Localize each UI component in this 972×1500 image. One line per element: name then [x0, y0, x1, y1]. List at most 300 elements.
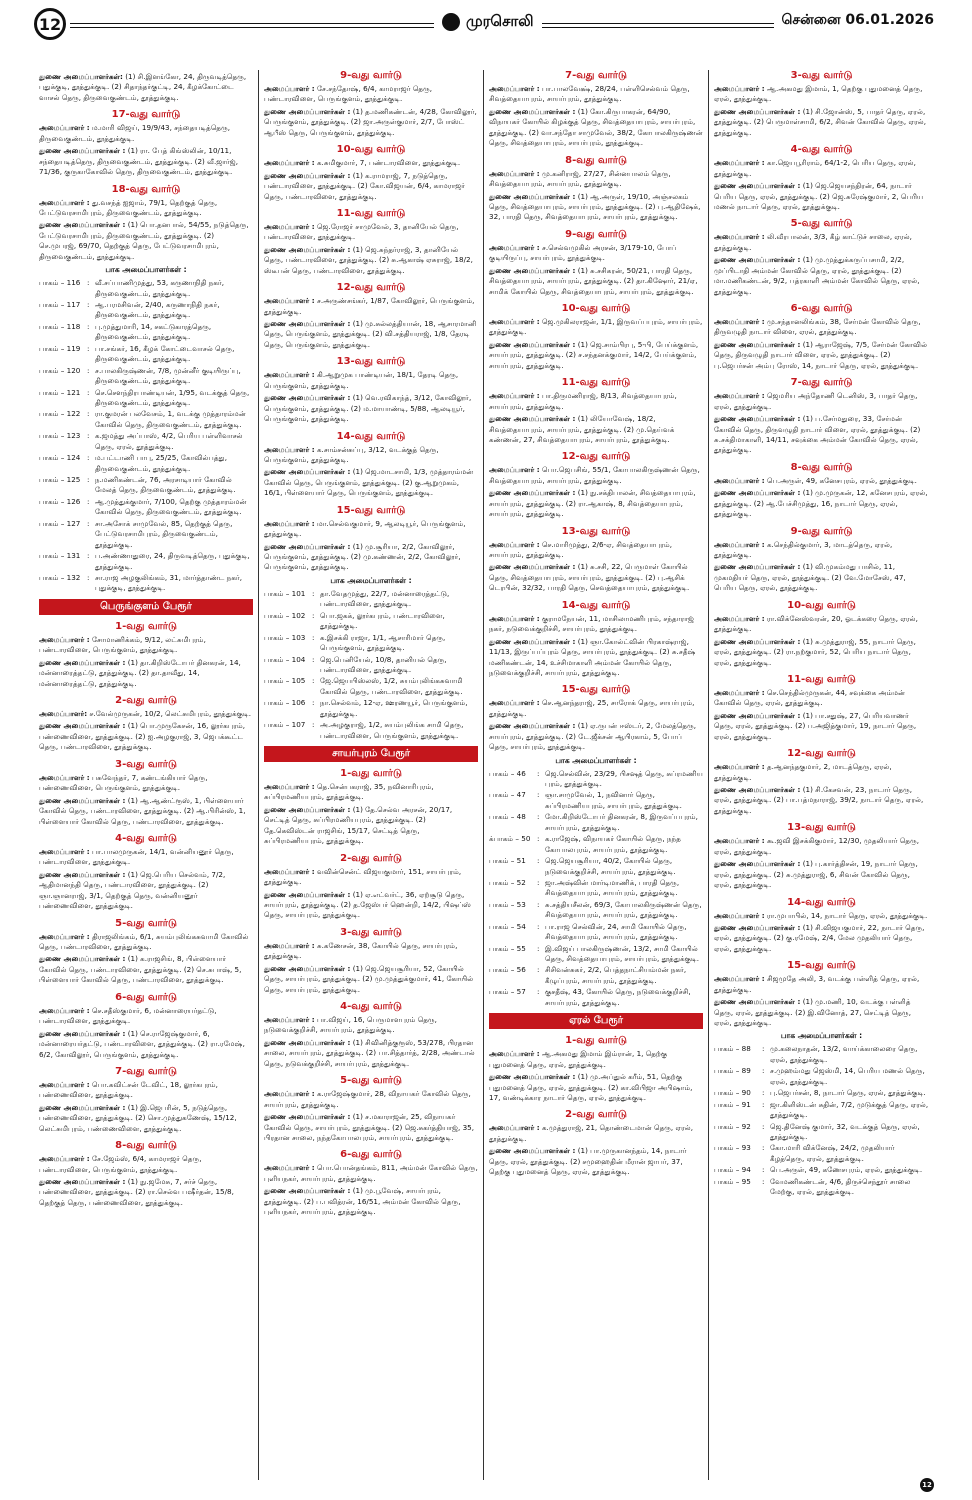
entry-role: அமைப்பாளர் :: [264, 296, 315, 306]
entry: [264, 1112, 478, 1143]
booth-colon: :: [87, 321, 90, 331]
entry-text: (1) மு.முத்துக்கருப்பசாமி, 2/2, முப்பிடாதி அம்மன் கோவில் தெரு, ஏரல், தூத்துக்குடி. (2) மா.மணிகண்டன், 9/2, பத்ரகாளி அம்மன் கோவில் தெரு, ஏரல், தூத்துக்குடி.: [714, 255, 920, 296]
booth-entry: [264, 698, 478, 719]
booth-colon: :: [537, 943, 540, 953]
entry: [39, 658, 253, 689]
entry: [714, 711, 929, 742]
column-3: [484, 70, 709, 1480]
booth-number: பாகம் – 120: [39, 365, 81, 375]
entry-role: அமைப்பாளர் :: [714, 613, 765, 623]
booth-entry: [714, 1165, 929, 1175]
entry-role: துணை அமைப்பாளர்கள் :: [714, 710, 801, 720]
ward-heading: 7-வது வார்டு: [115, 1065, 177, 1077]
entry-role: துணை அமைப்பாளர்கள் :: [489, 562, 576, 572]
booth-number: பாகம் – 55: [489, 943, 526, 953]
booth-number: பாகம் – 126: [39, 496, 81, 506]
entry-role: அமைப்பாளர் :: [264, 444, 315, 454]
ward-heading: 4-வது வார்டு: [790, 144, 853, 156]
ward-heading: 6-வது வார்டு: [340, 1149, 402, 1161]
entry-text: சே.ஜேம்ஸ், 6/4, காமராஜர் தெரு, பண்டாரவிளை, பெருங்குளம், தூத்துக்குடி.: [39, 1154, 202, 1174]
booth-number: பாகம் – 88: [714, 1044, 751, 1054]
entry: [489, 540, 703, 561]
booth-colon: :: [762, 1165, 765, 1175]
entry: [489, 721, 703, 752]
entry-text: (1) சு.சசி, 22, பெருமாள் கோயில் தெரு, சிவத்தையாபுரம், சாயர்புரம், தூத்துக்குடி. (2) பு.ஆசிக் டெரபின், 32/32, பாரதி தெரு, செவத்தையாபுரம், தூத்துக்குடி.: [489, 562, 690, 593]
ward-heading: 14-வது வார்டு: [561, 599, 631, 611]
booth-text: குசதீஷ், 43, கோயில் தெரு, நடுவைக்குறிச்சி, சாயர்புரம், தூத்துக்குடி.: [545, 987, 691, 1007]
booth-text: ம.பட்டாணி பாபு, 25/25, கோவில்பத்து, திருவைகுண்டம், தூத்துக்குடி.: [95, 453, 228, 473]
booth-colon: :: [87, 551, 90, 561]
entry: [264, 445, 478, 466]
entry-role: அமைப்பாளர் :: [489, 465, 540, 475]
entry-role: துணை அமைப்பாளர்கள் :: [264, 541, 351, 551]
booth-number: பாகம் – 132: [39, 572, 81, 582]
entry-text: மு.சந்தானலிங்கம், 38, சேர்மன் கோவில் தெரு, திருவழுதி நாடார் விளை, ஏரல், தூத்துக்குடி.: [714, 317, 921, 337]
booth-number: பாகம் – 90: [714, 1088, 751, 1098]
booth-text: ஜா.கிளிஸ்டன் சுதின், 7/2, முடுக்குத் தெரு, ஏரல், தூத்துக்குடி.: [770, 1099, 929, 1120]
booth-colon: :: [537, 834, 540, 844]
entry: [264, 393, 478, 424]
ward-heading: 11-வது வார்டு: [561, 377, 631, 389]
entry-text: (1) சு.சசிகரன், 50/21, பாரதி தெரு, சிவத்தையாபுரம், சாயர்புரம், தூத்துக்குடி. (2) தா.கிஷோர், 21/ஏ, சாமிக் கோயில் தெரு, சிவத்தையாபுரம், சாயர்புரம், தூத்துக்குடி.: [489, 265, 698, 296]
entry-role: துணை அமைப்பாளர்கள் :: [714, 997, 801, 1007]
entry: [264, 158, 478, 168]
entry-text: கா.ஜெயபூரிராம், 64/1-2, பெரிய தெரு, ஏரல், தூத்துக்குடி.: [714, 158, 916, 178]
booth-entry: [264, 633, 478, 654]
entry-text: (1) மு.முருகன், 12, கனேசபுரம், ஏரல், தூத்துக்குடி. (2) ஆ.பேச்சிமுத்து, 16, நாடார் தெரு, ஏரல், தூத்துக்குடி.: [714, 488, 928, 519]
booth-number: பாகம் – 102: [264, 610, 306, 620]
entry-role: அமைப்பாளர் :: [489, 391, 540, 401]
entry-role: துணை அமைப்பாளர்கள் :: [714, 922, 801, 932]
entry: [714, 614, 929, 635]
entry-role: துணை அமைப்பாளர்கள் :: [264, 393, 351, 403]
entry: [264, 964, 478, 995]
subheading: பாக அமைப்பாளர்கள் :: [330, 575, 412, 585]
entry-text: ச.வேல்முருகன், 10/2, லெட்சுமிபுரம், தூத்துக்குடி.: [89, 709, 252, 718]
booth-text: பு.ஜெபர்சன், 8, நாடார் தெரு, ஏரல், தூத்துக்குடி.: [770, 1088, 926, 1098]
booth-number: பாகம் – 119: [39, 343, 81, 353]
booth-text: ஆ.பரமசிவன், 2/40, கருணாநிதி நகர், திருவைகுண்டம், தூத்துக்குடி.: [95, 300, 220, 320]
entry-text: (1) ஆராஜேஷ், 7/5, சேர்மன் கோவில் தெரு, திருவழுதி நாடார் விளை, ஏரல், தூத்துக்குடி. (2) பு.ஜெபர்சன் அம்பு ரோஸ், 14, நாடார் தெரு, ஏரல், தூத்துக்குடி.: [714, 339, 928, 370]
entry: [714, 391, 929, 412]
entry-text: பொ.பொன்தங்கம், 811, அம்மன் கோவில் தெரு, புளியநகர், சாயர்புரம், தூத்துக்குடி.: [264, 1163, 478, 1183]
section-banner: ஏரல் பேரூர்: [489, 1013, 703, 1029]
entry: [39, 72, 253, 103]
entry: [39, 146, 253, 177]
booth-colon: :: [537, 856, 540, 866]
booth-entry: [714, 1143, 929, 1164]
booth-colon: :: [537, 965, 540, 975]
entry-text: (1) ஜெ.மாடசாமி, 1/3, முத்தாரம்மன் கோவில் தெரு, பெருங்குளம், தூத்துக்குடி. (2) கு.ஆறுமுகம், 16/1, பிள்ளையார் தெரு, பெருங்குளம், தூத்துக்குடி.: [264, 467, 474, 498]
booth-text: ஜெ.தினேஷ் குமார், 32, வடக்குத் தெரு, ஏரல், தூத்துக்குடி.: [770, 1121, 920, 1141]
ward-heading: 14-வது வார்டு: [787, 896, 856, 908]
footer-page-number: 12: [920, 1478, 934, 1492]
entry-role: அமைப்பாளர் :: [489, 698, 540, 708]
booth-colon: :: [537, 921, 540, 931]
entry: [714, 540, 929, 561]
entry-text: சோமாணிக்கம், 9/12, லட்சுமிபுரம், பண்டாரவிளை, பெருங்குளம், தூத்துக்குடி.: [39, 634, 206, 655]
entry-role: துணை அமைப்பாளர்கள் :: [489, 488, 576, 498]
entry: [39, 721, 253, 752]
entry: [489, 266, 703, 297]
entry-text: திராஜலிங்கம், 6/1, சுயம்புலிங்கசுவாமி கோவில் தெரு, பண்டாரவிளை, தூத்துக்குடி.: [39, 931, 249, 951]
entry: [39, 635, 253, 656]
booth-entry: [489, 987, 703, 1008]
entry-text: (1) ஞா.கோல்ட்வின் பிரகாஷ்ராஜ், 11/13, இருப்பப்புரம் தெரு, சாயர்புரம், தூத்துக்குடி. (2) சு.சதீஷ் மணிகண்டன், 14, உச்சிமாகாளி அம்மன் கோயில் தெரு, நடுவைக்குறிச்சி, சாயர்புரம், தூத்துக்குடி.: [489, 636, 696, 677]
entry-text: (1) தா.கிறிஸ்டோபர் தினகரன், 14, மன்னாரைத்தட்டு, தூத்துக்குடி. (2) தா.தாவீது, 14, மன்னாரைத்தட்டு, தூத்துக்குடி.: [39, 657, 241, 688]
entry-role: துணை அமைப்பாளர்கள் :: [489, 1146, 576, 1156]
section-banner: பெருங்குளம் பேரூர்: [39, 599, 253, 615]
entry: [39, 198, 253, 219]
ward-heading: 11-வது வார்டு: [336, 207, 406, 219]
booth-number: பாகம் – 104: [264, 654, 306, 664]
entry: [714, 836, 929, 857]
booth-text: க.ராஜேஷ், விநாயகர் கோயில் தெரு, நந்த கோபாலபுரம், சாயர்புரம், தூத்துக்குடி.: [545, 834, 681, 854]
entry: [714, 923, 929, 954]
entry-role: அமைப்பாளர் :: [714, 539, 765, 549]
booth-colon: :: [87, 431, 90, 441]
entry-text: பொ.ஜெபசிங், 55/1, கோபாலகிருஷ்ணன் தெரு, சிவத்தையாபுரம், சாயர்புரம், தூத்துக்குடி.: [489, 465, 700, 485]
booth-colon: :: [762, 1044, 765, 1054]
ward-heading: 15-வது வார்டு: [561, 684, 631, 696]
booth-entry: [489, 922, 703, 943]
booth-entry: [39, 519, 253, 550]
booth-number: பாகம் – 127: [39, 518, 81, 528]
booth-colon: :: [87, 365, 90, 375]
entry-role: துணை அமைப்பாளர்கள் :: [39, 1028, 126, 1038]
ward-heading: 9-வது வார்டு: [565, 228, 627, 240]
entry: [39, 123, 253, 144]
entry-role: துணை அமைப்பாளர்கள்:: [39, 72, 123, 81]
entry: [39, 1177, 253, 1208]
ward-heading: 18-வது வார்டு: [111, 183, 181, 195]
entry: [714, 158, 929, 179]
booth-entry: [714, 1122, 929, 1143]
ward-heading: 12-வது வார்டு: [336, 282, 406, 294]
entry-text: (1) ஜெ.சுந்தர்ராஜ், 3, தானியேல் தெரு, பண்டாரவிளை, தூத்துக்குடி. (2) சு.ஆகாஷ் ஏசுராஜ், 18/2, ஸ்டீபன் தெரு, பண்டாரவிளை, தூத்துக்குடி.: [264, 244, 473, 275]
entry-text: சு.கணேசன், 38, கோயில் தெரு, சாயர்புரம், தூத்துக்குடி.: [264, 940, 458, 961]
entry-text: (1) வி.முகம்மது பாசில், 11, முகமதியர் தெரு, ஏரல், தூத்துக்குடி. (2) வே.மோசேஸ், 47, பெரிய தெரு, ஏரல், தூத்துக்குடி.: [714, 562, 906, 593]
entry-role: அமைப்பாளர் :: [264, 1015, 315, 1024]
entry-text: (1) லியோவேஷ், 18/2, சிவத்தையாபுரம், சாயர்புரம், தூத்துக்குடி. (2) மு.தெய்வக் கண்ணன், 27, சிவத்தையாபுரம், சாயர்புரம், தூத்துக்குடி.: [489, 414, 675, 444]
entry-text: க.செந்தில்குமார், 3, மாடத்தெரு, ஏரல், தூத்துக்குடி.: [714, 539, 893, 559]
entry-text: க.முத்துராஜ், 21, தொண்டைமான் தெரு, ஏரல், தூத்துக்குடி.: [489, 1123, 694, 1143]
booth-colon: :: [87, 278, 90, 288]
booth-colon: :: [537, 877, 540, 887]
entry: [39, 1103, 253, 1134]
entry-role: துணை அமைப்பாளர்கள் :: [489, 339, 576, 349]
entry-role: அமைப்பாளர் :: [489, 1123, 540, 1133]
entry-role: துணை அமைப்பாளர்கள் :: [39, 795, 126, 805]
ward-heading: 1-வது வார்டு: [565, 1035, 627, 1047]
booth-entry: [714, 1088, 929, 1098]
booth-text: அ.அழகுராஜ், 1/2, சுயம்புலிங்க சாமி தெரு, பண்டாரவிளை, பெருங்குளம், தூத்துக்குடி.: [320, 720, 464, 740]
booth-number: பாகம் – 48: [489, 812, 526, 822]
entry: [264, 805, 478, 847]
entry-role: துணை அமைப்பாளர்கள் :: [714, 636, 801, 646]
booth-number: பாகம் – 92: [714, 1121, 751, 1131]
booth-entry: [489, 834, 703, 855]
entry-role: துணை அமைப்பாளர்கள் :: [264, 1112, 351, 1122]
entry-role: துணை அமைப்பாளர்கள் :: [714, 339, 801, 349]
ward-heading: 2-வது வார்டு: [340, 852, 402, 864]
entry-role: அமைப்பாளர் :: [489, 613, 540, 623]
entry-role: துணை அமைப்பாளர்கள் :: [264, 963, 351, 973]
subheading: பாக அமைப்பாளர்கள் :: [780, 1031, 863, 1041]
entry: [489, 488, 703, 519]
entry: [39, 1080, 253, 1101]
entry: [489, 1146, 703, 1177]
booth-colon: :: [312, 610, 315, 620]
booth-text: ஜெ.ஜெயசூரியா, 40/2, கோயில் தெரு, நடுவைக்குறிச்சி, சாயர்புரம், தூத்துக்குடி.: [545, 856, 676, 876]
entry: [264, 1015, 478, 1036]
entry-role: அமைப்பாளர் :: [39, 846, 90, 856]
entry-text: (1) ரா. பேத் கிங்ஸ்லின், 10/11, சந்தையடித்தெரு, திருவைகுண்டம், தூத்துக்குடி. (2) வீ.ஜார்ஜ், 71/36, குருகாகோவில் தெரு, திருவைகுண்டம், தூத்துக்குடி.: [39, 146, 239, 177]
entry: [264, 84, 478, 105]
entry-role: துணை அமைப்பாளர்கள் :: [489, 721, 576, 731]
entry: [264, 867, 478, 888]
entry: [714, 562, 929, 593]
entry-text: (1) க.ராமராஜ், 7, நடுத்தெரு, பண்டாரவிளை, தூத்துக்குடி. (2) கோ.விஜயன், 6/4, காமராஜர் தெரு, பண்டாரவிளை, தூத்துக்குடி.: [264, 170, 466, 201]
paper-name: முரசொலி: [466, 12, 534, 30]
entry-text: சிஜமுதே அலி, 3, வடக்கு பள்ளித் தெரு, ஏரல், தூத்துக்குடி.: [714, 974, 920, 994]
entry-text: த.ஆனந்தகுமார், 2, மாடத்தெரு, ஏரல், தூத்துக்குடி.: [714, 762, 892, 782]
entry-role: அமைப்பாளர் :: [714, 158, 765, 168]
entry-role: அமைப்பாளர்:: [39, 709, 88, 718]
entry-role: அமைப்பாளர் :: [714, 762, 765, 772]
article-columns: [34, 70, 934, 1480]
entry: [714, 340, 929, 371]
entry-role: துணை அமைப்பாளர்கள் :: [489, 191, 576, 201]
entry-role: அமைப்பாளர் :: [264, 518, 315, 528]
entry: [489, 391, 703, 412]
entry-role: அமைப்பாளர் :: [39, 1005, 90, 1015]
booth-text: ஆ.முத்துக்குமார், 7/100, தெற்கு முத்தாரம்மன் கோவில் தெரு, திருவைகுண்டம், தூத்துக்குடி.: [95, 496, 247, 517]
ward-heading: 6-வது வார்டு: [790, 303, 853, 314]
entry: [489, 414, 703, 445]
ward-heading: 3-வது வார்டு: [115, 758, 177, 770]
entry: [39, 847, 253, 868]
entry: [489, 614, 703, 635]
entry-role: துணை அமைப்பாளர்கள் :: [489, 414, 576, 424]
booth-colon: :: [87, 475, 90, 484]
ward-heading: 13-வது வார்டு: [561, 525, 631, 537]
entry-role: துணை அமைப்பாளர்கள் :: [264, 889, 351, 899]
entry: [714, 785, 929, 816]
entry-text: (1) தே.செல்வ அரசன், 20/17, செட்டித் தெரு, சுப்பிரமணியபுரம், தூத்துக்குடி. (2) தே.கெவிஸ்டன் ராஜசிங், 15/17, செட்டித் தெரு, சுப்பிரமணியபுரம், தூத்துக்குடி.: [264, 804, 453, 846]
booth-colon: :: [762, 1143, 765, 1153]
entry-text: குராமநேயன், 11, மாசிலாமணிபுரம், சந்தாராஜ் நகர், நடுவைக்குறிச்சி, சாயர்புரம், தூத்துக்குடி.: [489, 613, 694, 634]
entry: [714, 637, 929, 668]
ward-heading: 5-வது வார்டு: [790, 218, 853, 230]
ward-heading: 1-வது வார்டு: [115, 620, 177, 632]
booth-text: சா.அசோக் சாமுவேல், 85, தெற்குத் தெரு, பேட்டுவரசாமிபுரம், திருவைகுண்டம், தூத்துக்குடி.: [95, 518, 233, 549]
entry-role: துணை அமைப்பாளர்கள் :: [39, 954, 126, 964]
entry: [714, 688, 929, 709]
entry: [264, 519, 478, 540]
entry: [714, 232, 929, 253]
entry: [264, 171, 478, 202]
booth-number: பாகம் – 121: [39, 387, 81, 397]
entry-role: அமைப்பாளர் :: [489, 1049, 540, 1059]
entry-text: ஆ.அகமது இமாம், 1, தெற்கு புதுமனைத் தெரு, ஏரல், தூத்துக்குடி.: [714, 84, 923, 104]
booth-number: பாகம் – 91: [714, 1099, 751, 1109]
booth-entry: [489, 769, 703, 790]
entry-text: க.சுமிகுமார், 7, பண்டாரவிளை, தூத்துக்குடி.: [316, 158, 461, 168]
entry: [489, 317, 703, 338]
ward-heading: 15-வது வார்டு: [787, 960, 856, 972]
entry-role: அமைப்பாளர் :: [489, 84, 540, 93]
booth-number: பாகம் – 124: [39, 453, 81, 463]
booth-text: ஜெ.பெனியேல், 10/8, தானியல் தெரு, பண்டாரவிளை, தூத்துக்குடி.: [320, 654, 447, 674]
entry-role: துணை அமைப்பாளர்கள் :: [39, 869, 126, 879]
entry: [489, 84, 703, 105]
ward-heading: 12-வது வார்டு: [561, 451, 631, 463]
entry: [264, 319, 478, 350]
booth-text: ப.அண்ணாதுரை, 24, திருவடித்தெரு, புதுக்குடி, தூத்துக்குடி.: [95, 551, 250, 571]
entry: [489, 1049, 703, 1070]
entry-text: (1) பொ.முருகேசன், 16, லூர்கபுரம், பண்ணைவிளை, தூத்துக்குடி. (2) ஐ.அழகுராஜ், 3, ஜெபக்கூட்ட தெரு, பண்டாரவிளை, தூத்துக்குடி.: [39, 721, 246, 752]
entry-text: வவின்சென்ட் விஜயகுமார், 151, சாயர்புரம், தூத்துக்குடி.: [264, 866, 462, 887]
booth-text: ச.முஹம்மது ஜெஸ்மி, 14, பெரிய மணல் தெரு, ஏரல், தூத்துக்குடி.: [770, 1066, 925, 1086]
entry: [714, 997, 929, 1028]
ward-heading: 8-வது வார்டு: [565, 154, 627, 166]
booth-number: பாகம் – 95: [714, 1176, 751, 1186]
entry: [714, 255, 929, 297]
entry-text: பெ.அருள், 49, கனேசபுரம், ஏரல், தூத்துக்குடி.: [766, 475, 917, 485]
booth-entry: [489, 856, 703, 877]
ward-heading: 4-வது வார்டு: [340, 1001, 402, 1012]
entry-role: அமைப்பாளர் :: [714, 84, 765, 93]
entry-role: அமைப்பாளர் :: [39, 1154, 90, 1164]
booth-text: பா.சங்கர், 16, கீழக் கோட்டைவாசல் தெரு, திருவைகுண்டம், தூத்துக்குடி.: [95, 343, 235, 364]
booth-colon: :: [762, 1121, 765, 1131]
entry-text: செ.சதீஸ்குமார், 6, மன்னாரையர்தட்டு, பண்டாரவிளை, தூத்துக்குடி.: [39, 1005, 217, 1026]
ward-heading: 15-வது வார்டு: [336, 504, 406, 516]
entry-text: க.ராஜேஷ்குமார், 28, விநாயகர் கோவில் தெரு, சாயர்புரம், தூத்துக்குடி.: [264, 1089, 471, 1109]
entry-text: (1) த.மணிகண்டன், 4/28, கோவிலூர், பெருங்குளம், தூத்துக்குடி. (2) ஜா.அருள்குமார், 2/7, போஸ்ட் ஆபீஸ் தெரு, பெருங்குளம், தூத்துக்குடி.: [264, 106, 477, 137]
entry-text: (1) நு.சக்திபாலன், சிவத்தையாபுரம், சாயர்புரம், தூத்துக்குடி. (2) ரா.ஆகாஷ், 8, சிவத்தையாபுரம், சாயர்புரம், தூத்துக்குடி.: [489, 488, 696, 519]
entry-text: (1) ச.மகாராஜன், 25, விநாயகர் கோவில் தெரு, சாயர்புரம், தூத்துக்குடி. (2) ஜெ.சுகர்த்தியாஜ், 35, பிரதான சாலை, நந்தகோபாலபுரம், சாயர்புரம், தூத்துக்குடி.: [264, 1112, 475, 1142]
booth-text: பா.ராஜ செல்வின், 24, சாமி கோயில் தெரு, சிவத்தையாபுரம், சாயர்புரம், தூத்துக்குடி.: [545, 921, 687, 942]
booth-entry: [39, 278, 253, 299]
entry-role: அமைப்பாளர் :: [714, 974, 765, 984]
entry-role: அமைப்பாளர் :: [489, 317, 540, 326]
entry: [39, 932, 253, 953]
entry-role: அமைப்பாளர் :: [489, 168, 540, 178]
entry-role: துணை அமைப்பாளர்கள் :: [39, 657, 126, 667]
entry-text: (1) சு.முத்துராஜ், 55, நாடார் தெரு, ஏரல், தூத்துக்குடி. (2) ரா.நற்குமார், 52, பெரிய நாடார் தெரு, ஏரல், தூத்துக்குடி.: [714, 636, 916, 667]
booth-entry: [39, 388, 253, 409]
ward-heading: 2-வது வார்டு: [115, 695, 177, 706]
booth-colon: :: [762, 1176, 765, 1186]
entry: [714, 974, 929, 995]
entry-text: (1) சி.கேசவன், 23, நாடார் தெரு, ஏரல், தூத்துக்குடி. (2) பா.பத்மநாராஜ், 39/2, நாடார் தெரு, ஏரல், தூத்துக்குடி.: [714, 785, 924, 815]
entry-role: துணை அமைப்பாளர்கள் :: [264, 170, 351, 180]
entry-text: ரா.முபாபில், 14, நாடார் தெரு, ஏரல், தூத்துக்குடி.: [766, 910, 928, 920]
booth-colon: :: [312, 698, 315, 708]
booth-text: வீ.சப்பாணிமுத்து, 53, கருணாநிதி நகர், திருவைகுண்டம், தூத்துக்குடி.: [95, 278, 224, 298]
ward-heading: 14-வது வார்டு: [336, 430, 406, 442]
entry: [714, 181, 929, 212]
booth-number: பாகம் – 52: [489, 877, 526, 887]
entry-role: அமைப்பாளர் :: [264, 940, 315, 950]
booth-number: பாகம் – 125: [39, 475, 81, 484]
booth-colon: :: [312, 632, 315, 642]
entry: [489, 169, 703, 190]
entry-role: துணை அமைப்பாளர்கள் :: [714, 562, 801, 572]
entry-text: ஜெமரிய அந்தோணி டெனிஸ், 3, பாதர் தெரு, ஏரல், தூத்துக்குடி.: [714, 391, 918, 411]
entry: [264, 941, 478, 962]
booth-entry: [489, 878, 703, 899]
entry-role: துணை அமைப்பாளர்கள் :: [714, 181, 801, 191]
entry-role: துணை அமைப்பாளர்கள் :: [489, 265, 576, 275]
entry-role: அமைப்பாளர் :: [39, 931, 90, 941]
entry-text: மு.கனிராஜ், 27/27, சின்னபாலம் தெரு, சிவத்தையாபுரம், சாயர்புரம், தூத்துக்குடி.: [489, 168, 671, 189]
booth-text: இ.விஜய் பாலகிருஷ்ணன், 13/2, சாமி கோயில் தெரு, சிவத்தையாபுரம், சாயர்புரம், தூத்துக்குடி.: [545, 943, 700, 963]
booth-colon: :: [762, 1088, 765, 1098]
entry-text: கி.ஆறுமுக பாண்டியன், 18/1, தேரடி தெரு, பெருங்குளம், தூத்துக்குடி.: [264, 370, 459, 390]
entry-text: க.சாம்சன்சுப்பு, 3/12, வடக்குத் தெரு, பெருங்குளம், தூத்துக்குடி.: [264, 444, 439, 464]
booth-number: பாகம் – 53: [489, 899, 526, 909]
entry-role: துணை அமைப்பாளர்கள் :: [714, 785, 801, 794]
entry: [489, 465, 703, 486]
entry-text: சே.சந்தோஷ், 6/4, காமராஜர் தெரு, பண்டாரவிளை, பெருங்குளம், தூத்துக்குடி.: [264, 84, 433, 104]
entry: [264, 370, 478, 391]
entry-text: (1) சிவினித்குரூஸ், 53/278, பிரதான சாலை, சாயர்புரம், தூத்துக்குடி. (2) பா.சித்தார்த், 2/28, அண்டால் தெரு, நடுவக்குறிச்சி, சாயர்புரம், தூத்துக்குடி.: [264, 1037, 475, 1068]
entry-role: அமைப்பாளர் :: [264, 370, 315, 380]
entry: [264, 1089, 478, 1110]
entry-text: கூ.ஜவி இசக்கிகுமார், 12/30, முதலியார் தெரு, ஏரல், தூத்துக்குடி.: [714, 836, 920, 856]
entry-text: ஜெ.ரோஜர் சாமுவேல், 3, தானியேல் தெரு, பண்டாரவிளை, தூத்துக்குடி.: [264, 221, 459, 242]
booth-number: பாகம் – 106: [264, 698, 306, 708]
masthead-logo: [434, 12, 542, 32]
booth-entry: [264, 611, 478, 632]
column-1: [34, 70, 259, 1480]
booth-entry: [39, 344, 253, 365]
booth-entry: [489, 965, 703, 986]
booth-text: ச.பாலகிருஷ்ணன், 7/8, முன்னீர் குடியிருப்பு, திருவைகுண்டம், தூத்துக்குடி.: [95, 365, 241, 386]
ward-heading: 10-வது வார்டு: [336, 144, 406, 156]
entry-role: துணை அமைப்பாளர்கள் :: [714, 488, 801, 498]
booth-colon: :: [87, 387, 90, 397]
booth-number: பாகம் – 47: [489, 790, 526, 800]
booth-number: பாகம் – 123: [39, 431, 81, 441]
entry-text: ஜெ.முகிலராஜன், 1/1, இருவப்பபுரம், சாயர்புரம், தூத்துக்குடி.: [489, 317, 703, 337]
entry-role: அமைப்பாளர் :: [714, 232, 765, 242]
booth-number: பாகம் – 54: [489, 921, 526, 931]
entry-text: (1) மு.சுல்லத்தியான், 18, ஆசாரமானி தெரு, பெருங்குளம், தூத்துக்குடி. (2) வி.சத்தியராஜ், 1/8, தேரடி தெரு, பெருங்குளம், தூத்துக்குடி.: [264, 319, 477, 349]
booth-colon: :: [537, 768, 540, 778]
entry-text: பா.பாலமுருகன், 14/1, வன்னியனூர் தெரு, பண்டாரவிளை, தூத்துக்குடி.: [39, 846, 234, 867]
entry: [264, 782, 478, 803]
entry-role: அமைப்பாளர் :: [264, 158, 315, 168]
entry: [489, 340, 703, 371]
booth-colon: :: [87, 518, 90, 528]
entry: [714, 859, 929, 890]
entry: [264, 1186, 478, 1217]
entry-text: (1) ஜெ.ஜெயசூரியா, 52, கோயில் தெரு, சாயர்புரம், தூத்துக்குடி. (2) மு.முத்துக்குமார், 41, கோயில் தெரு, சாயர்புரம், தூத்துக்குடி.: [264, 963, 474, 994]
booth-colon: :: [312, 588, 315, 598]
booth-colon: :: [87, 572, 90, 582]
ward-heading: 9-வது வார்டு: [790, 525, 853, 537]
booth-colon: :: [312, 654, 315, 664]
entry-role: அமைப்பாளர் :: [714, 910, 765, 920]
entry: [264, 890, 478, 921]
entry-text: பா.விஜய், 16, பெருமாளபுரம் தெரு, நடுவைக்குறிச்சி, சாயர்புரம், தூத்துக்குடி.: [264, 1015, 437, 1035]
ward-heading: 5-வது வார்டு: [115, 917, 177, 929]
entry: [39, 870, 253, 912]
